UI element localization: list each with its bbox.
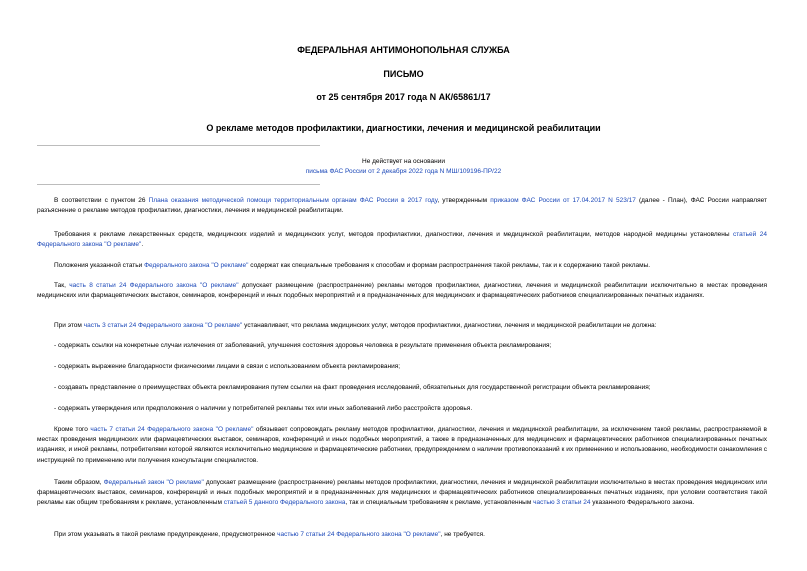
- federal-law-link-2[interactable]: Федеральный закон "О рекламе": [103, 479, 204, 486]
- paragraph-2: Требования к рекламе лекарственных средств, медицинских изделий и медицинских услуг, методов профилактики, диагностики, лечения и медицинской реабилитации, методов народной медицины установлены статьей 24 Федерального закона "О рекламе".: [37, 231, 767, 249]
- paragraph-6: Кроме того часть 7 статьи 24 Федерального закона "О рекламе" обязывает сопровождать рекламу методов профилактики, диагностики, лечения и медицинской реабилитации, за исключением такой рекламы, распространяемой в местах проведения медицинских или фармацевтических выставок, семинаров, конференций и иных подобных мероприятий, а также в предназначенных для медицинских и фармацевтических работников специализированных печатных изданиях, и иной рекламы, потребителями которой являются исключительно медицинские и фармацевтические работники, предупреждением о наличии противопоказаний к их применению и использованию, необходимости ознакомления с инструкцией по применению или получения консультации специалистов.: [37, 426, 768, 464]
- document-type: ПИСЬМО: [383, 69, 424, 79]
- part-7-link-2[interactable]: частью 7 статьи 24 Федерального закона "О рекламе": [277, 531, 441, 538]
- part-7-link[interactable]: часть 7 статьи 24 Федерального закона "О рекламе": [90, 426, 254, 433]
- status-notice: [0, 157, 807, 177]
- paragraph-7: Таким образом, Федеральный закон "О рекламе" допускает размещение (распространение) рекламы методов профилактики, диагностики, лечения и медицинской реабилитации исключительно в местах проведения медицинских или фармацевтических выставок, семинаров, конференций и иных подобных мероприятий и в предназначенных для медицинских и фармацевтических работников специализированных печатных изданиях, при условии соответствия такой рекламы как общим требованиям к рекламе, установленным статьей 5 данного Федерального закона, так и специальным требованиям к рекламе, установленным частью 3 статьи 24 указанного Федерального закона.: [37, 479, 768, 507]
- order-link[interactable]: приказом ФАС России от 17.04.2017 N 523/17: [490, 197, 636, 204]
- paragraph-3: Положения указанной статьи Федерального закона "О рекламе" содержат как специальные требования к способам и формам распространения такой рекламы, так и к содержанию такой рекламы.: [54, 262, 651, 269]
- list-item: - содержать ссылки на конкретные случаи излечения от заболеваний, улучшения состояния здоровья человека в результате применения объекта рекламирования;: [54, 342, 552, 349]
- plan-link[interactable]: Плана оказания методической помощи территориальным органам ФАС России в 2017 году: [148, 197, 438, 204]
- paragraph-4: Так, часть 8 статьи 24 Федерального закона "О рекламе" допускает размещение (распространение) рекламы методов профилактики, диагностики, лечения и медицинской реабилитации исключительно в местах проведения медицинских или фармацевтических выставок, семинаров, конференций и иных подобных мероприятий и в предназначенных для медицинских и фармацевтических работников специализированных печатных изданиях.: [37, 282, 768, 300]
- list-item: - содержать выражение благодарности физическими лицами в связи с использованием объекта рекламирования;: [54, 363, 401, 370]
- bottom-divider: [37, 184, 320, 185]
- part-3-article-24-link[interactable]: частью 3 статьи 24: [533, 499, 591, 507]
- part-3-link[interactable]: часть 3 статьи 24 Федерального закона "О рекламе": [83, 322, 243, 329]
- article-24-link[interactable]: статьей 24 Федерального закона "О рекламе": [37, 231, 767, 249]
- part-8-link[interactable]: часть 8 статьи 24 Федерального закона "О рекламе": [69, 282, 239, 289]
- paragraph-8: При этом указывать в такой рекламе предупреждение, предусмотренное частью 7 статьи 24 Федерального закона "О рекламе", не требуется.: [54, 531, 485, 538]
- federal-law-link[interactable]: Федерального закона "О рекламе": [144, 262, 249, 269]
- status-link[interactable]: письма ФАС России от 2 декабря 2022 года N МШ/109196-ПР/22: [305, 168, 502, 175]
- list-item: - создавать представление о преимуществах объекта рекламирования путем ссылки на факт проведения исследований, обязательных для государственной регистрации объекта рекламирования;: [54, 384, 651, 391]
- status-text: Не действует на основании: [362, 158, 445, 165]
- paragraph-1: В соответствии с пунктом 26 Плана оказания методической помощи территориальным органам ФАС России в 2017 году, утвержденным приказом ФАС России от 17.04.2017 N 523/17 (далее - План), ФАС России направляет разъяснение о рекламе методов профилактики, диагностики, лечения и медицинской реабилитации.: [37, 197, 767, 215]
- list-item: - содержать утверждения или предположения о наличии у потребителей рекламы тех или иных заболеваний либо расстройств здоровья.: [54, 405, 473, 412]
- article-5-link[interactable]: статьей 5 данного Федерального закона: [223, 499, 346, 507]
- document-subject: О рекламе методов профилактики, диагностики, лечения и медицинской реабилитации: [206, 123, 601, 133]
- document-date-number: от 25 сентября 2017 года N АК/65861/17: [316, 92, 491, 102]
- top-divider: [37, 145, 320, 146]
- agency-title: ФЕДЕРАЛЬНАЯ АНТИМОНОПОЛЬНАЯ СЛУЖБА: [297, 45, 510, 55]
- paragraph-5: При этом часть 3 статьи 24 Федерального закона "О рекламе" устанавливает, что реклама медицинских услуг, методов профилактики, диагностики, лечения и медицинской реабилитации не должна:: [54, 322, 657, 329]
